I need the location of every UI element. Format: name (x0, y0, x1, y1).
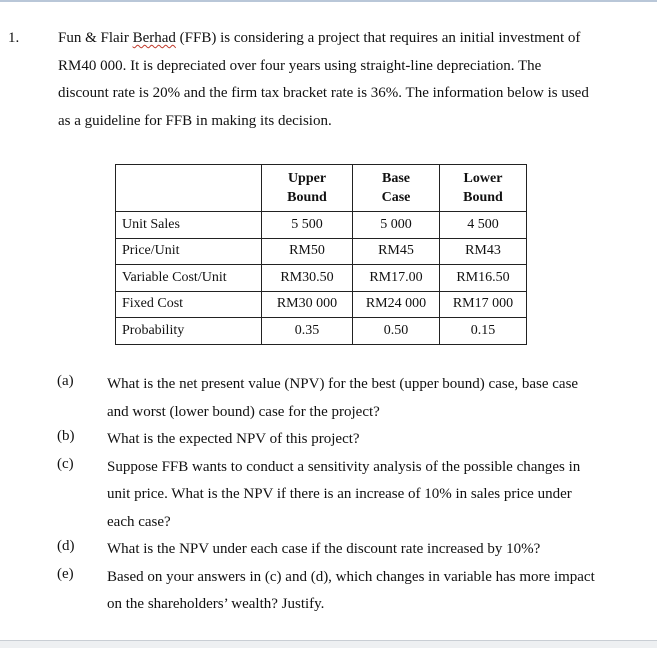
table-cell: 4 500 (440, 212, 527, 239)
part-text: What is the NPV under each case if the discount rate increased by 10%? (107, 541, 541, 557)
scenario-table (115, 164, 527, 345)
part-label: (a) (57, 373, 74, 389)
table-cell: RM43 (440, 238, 527, 265)
header-base-case: Base Case (353, 165, 440, 212)
intro-line: RM40 000. It is depreciated over four years using straight-line depreciation. The (58, 57, 542, 74)
part-label: (e) (57, 565, 74, 582)
table-corner-cell (116, 165, 262, 212)
row-label: Probability (116, 318, 262, 345)
table-cell: RM17 000 (440, 291, 527, 318)
question-number: 1. (8, 30, 20, 46)
table-cell: RM24 000 (353, 291, 440, 318)
header-lower-bound: Lower Bound (440, 165, 527, 212)
table-cell: RM16.50 (440, 265, 527, 292)
top-border (0, 0, 657, 2)
table-cell: RM17.00 (353, 265, 440, 292)
intro-line: discount rate is 20% and the firm tax bracket rate is 36%. The information below is used (58, 85, 589, 101)
table-cell: 5 000 (353, 212, 440, 239)
table-row (116, 212, 527, 239)
table-header-row (116, 165, 527, 212)
part-text: Based on your answers in (c) and (d), which changes in variable has more impact on the shareholders’ wealth? Justify. (107, 568, 595, 612)
row-label: Price/Unit (116, 238, 262, 265)
question-intro (58, 27, 638, 137)
part-text: What is the expected NPV of this project? (107, 431, 360, 447)
table-cell: 0.15 (440, 318, 527, 345)
table-cell: RM45 (353, 238, 440, 265)
part-label: (b) (57, 428, 75, 444)
table-cell: 0.50 (353, 318, 440, 345)
table-row (116, 318, 527, 345)
intro-line: as a guideline for FFB in making its decision. (58, 112, 332, 129)
part-e (0, 566, 657, 621)
table-cell: 0.35 (262, 318, 353, 345)
intro-line: Fun & Flair Berhad (FFB) is considering a project that requires an initial investment of (58, 30, 581, 46)
question-parts (0, 373, 657, 621)
part-label: (d) (57, 538, 75, 554)
part-text: Suppose FFB wants to conduct a sensitivity analysis of the possible changes in unit price. What is the NPV if there is an increase of 10% in sales price under each case? (107, 458, 581, 530)
header-upper-bound: Upper Bound (262, 165, 353, 212)
table-cell: RM30.50 (262, 265, 353, 292)
table-row (116, 265, 527, 292)
company-name-spellcheck: Berhad (132, 30, 176, 46)
table-cell: 5 500 (262, 212, 353, 239)
part-c (0, 456, 657, 539)
table-row (116, 238, 527, 265)
part-b (0, 428, 657, 456)
part-label: (c) (57, 455, 74, 472)
row-label: Fixed Cost (116, 291, 262, 318)
row-label: Variable Cost/Unit (116, 265, 262, 292)
part-text: What is the net present value (NPV) for the best (upper bound) case, base case and worst (lower bound) case for the project? (107, 376, 579, 420)
part-a (0, 373, 657, 428)
table-cell: RM50 (262, 238, 353, 265)
table-row (116, 291, 527, 318)
table-cell: RM30 000 (262, 291, 353, 318)
row-label: Unit Sales (116, 212, 262, 239)
part-d (0, 538, 657, 566)
